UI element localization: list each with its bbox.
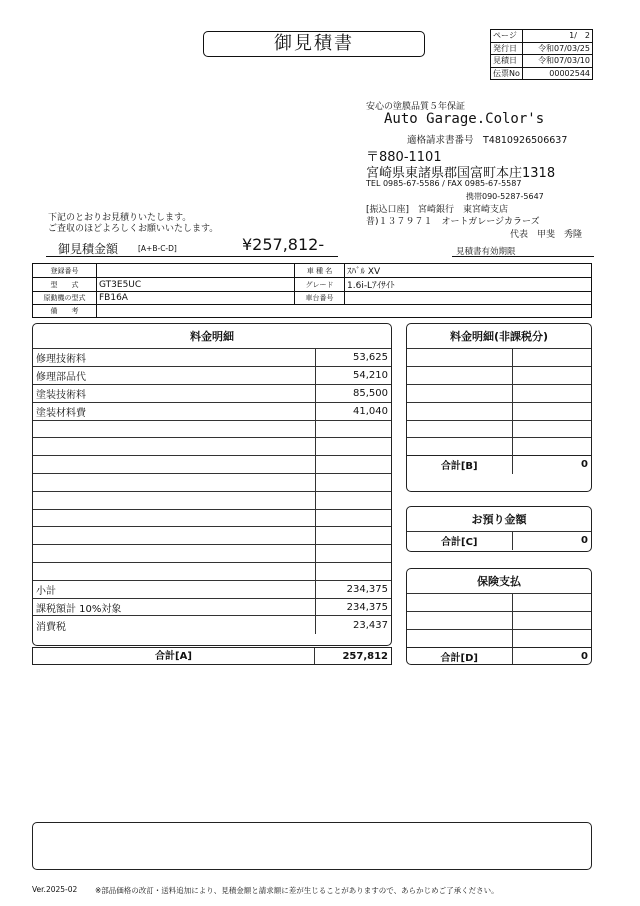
deposit-table — [407, 532, 591, 550]
meta-value: 00002544 — [522, 67, 592, 80]
version-label: Ver.2025-02 — [32, 885, 78, 894]
table-row — [33, 420, 391, 438]
table-row — [33, 385, 391, 403]
validity-label: 見積書有効期限 — [456, 247, 516, 257]
item-amount: 85,500 — [315, 385, 391, 403]
taxable-row — [33, 598, 391, 616]
estimate-total-formula: [A+B-C-D] — [138, 244, 177, 253]
estimate-total-row — [46, 233, 338, 257]
meta-value: 令和07/03/10 — [522, 55, 592, 68]
table-row — [407, 349, 591, 367]
insurance-panel — [406, 568, 592, 665]
table-row — [33, 474, 391, 492]
nontax-header: 料金明細(非課税分) — [407, 324, 591, 349]
charges-header: 料金明細 — [33, 324, 391, 349]
taxable-value: 234,375 — [315, 598, 391, 616]
company-slogan: 安心の塗膜品質５年保証 — [366, 102, 466, 112]
grade-label: グレード — [295, 278, 345, 292]
table-row — [33, 509, 391, 527]
deposit-total-row — [407, 532, 591, 550]
footer-note: ※部品価格の改訂・送料追加により、見積金額と請求額に差が生じることがありますので、あらかじめご了承ください。 — [95, 886, 499, 895]
meta-value: 1/ 2 — [522, 30, 592, 43]
chassis-value — [345, 292, 592, 305]
taxable-label: 課税額計 10%対象 — [33, 598, 315, 616]
total-d-label: 合計[D] — [407, 647, 512, 665]
table-row — [33, 491, 391, 509]
meta-label: 発行日 — [491, 42, 523, 55]
subtotal-value: 234,375 — [315, 580, 391, 598]
validity-field — [452, 243, 594, 257]
item-amount: 53,625 — [315, 349, 391, 367]
charges-panel — [32, 323, 392, 646]
subtotal-label: 小計 — [33, 580, 315, 598]
table-row — [407, 612, 591, 630]
intro-text: ご査収のほどよろしくお願いいたします。 — [48, 224, 219, 234]
intro-text: 下記のとおりお見積りいたします。 — [48, 213, 192, 223]
engine-label: 原動機の型式 — [33, 292, 97, 305]
model-value: GT3E5UC — [97, 278, 295, 292]
vehicle-info-table — [32, 263, 592, 318]
total-a-row — [32, 647, 392, 665]
table-row — [33, 367, 391, 385]
bank-account-holder: 普)１３７９７１ オートガレージカラーズ — [366, 217, 540, 227]
meta-label: 見積日 — [491, 55, 523, 68]
table-row — [33, 438, 391, 456]
table-row — [407, 367, 591, 385]
representative: 代表 甲斐 秀隆 — [510, 230, 583, 240]
tax-row — [33, 616, 391, 634]
insurance-table — [407, 594, 591, 665]
car-label: 車 種 名 — [295, 264, 345, 278]
bank-account: [振込口座] 宮崎銀行 東宮崎支店 — [366, 205, 509, 215]
tel-fax: TEL 0985-67-5586 / FAX 0985-67-5587 — [366, 179, 522, 188]
model-label: 型 式 — [33, 278, 97, 292]
table-row — [33, 545, 391, 563]
item-name: 修理部品代 — [33, 367, 315, 385]
nontax-table — [407, 349, 591, 474]
nontax-panel — [406, 323, 592, 492]
meta-label: ページ — [491, 30, 523, 43]
estimate-total-label: 御見積金額 — [58, 242, 119, 256]
chassis-label: 車台番号 — [295, 292, 345, 305]
total-a-label: 合計[A] — [33, 648, 315, 664]
meta-label: 伝票No — [491, 67, 523, 80]
item-name: 塗装技術料 — [33, 385, 315, 403]
insurance-header: 保険支払 — [407, 569, 591, 594]
total-c-value: 0 — [512, 532, 591, 550]
table-row — [407, 385, 591, 403]
total-d-value: 0 — [512, 647, 591, 665]
table-row — [33, 527, 391, 545]
table-row — [33, 402, 391, 420]
item-amount: 41,040 — [315, 402, 391, 420]
company-name: Auto Garage.Color's — [384, 111, 545, 127]
grade-value: 1.6i-Lｱｲｻｲﾄ — [345, 278, 592, 292]
total-a-value: 257,812 — [342, 651, 388, 662]
nontax-total-row — [407, 456, 591, 474]
table-row — [407, 438, 591, 456]
insurance-total-row — [407, 647, 591, 665]
note-value — [97, 305, 592, 318]
remarks-box — [32, 822, 592, 870]
table-row — [33, 456, 391, 474]
reg-value — [97, 264, 295, 278]
table-row — [407, 402, 591, 420]
item-amount: 54,210 — [315, 367, 391, 385]
meta-table — [490, 29, 593, 80]
table-row — [33, 563, 391, 581]
table-row — [407, 594, 591, 612]
note-label: 備 考 — [33, 305, 97, 318]
charges-table — [33, 349, 391, 634]
tax-value: 23,437 — [315, 616, 391, 634]
item-name: 塗装材料費 — [33, 402, 315, 420]
invoice-registration: 適格請求書番号 T4810926506637 — [407, 135, 568, 146]
estimate-total-value: ¥257,812- — [242, 235, 325, 254]
document-title: 御見積書 — [203, 31, 425, 57]
tax-label: 消費税 — [33, 616, 315, 634]
car-value: ｽﾊﾞﾙ XV — [345, 264, 592, 278]
deposit-panel — [406, 506, 592, 552]
meta-value: 令和07/03/25 — [522, 42, 592, 55]
table-row — [33, 349, 391, 367]
company-address: 宮崎県東諸県郡国富町本庄1318 — [366, 166, 556, 181]
postal-code: 〒880-1101 — [366, 150, 442, 165]
item-name: 修理技術料 — [36, 354, 86, 366]
table-row — [407, 420, 591, 438]
reg-label: 登録番号 — [33, 264, 97, 278]
total-b-value: 0 — [512, 456, 591, 474]
deposit-header: お預り金額 — [407, 507, 591, 532]
total-c-label: 合計[C] — [441, 537, 478, 549]
mobile-number: 携帯090-5287-5647 — [466, 192, 544, 201]
table-row — [407, 630, 591, 648]
engine-value: FB16A — [97, 292, 295, 305]
total-b-label: 合計[B] — [407, 456, 512, 474]
subtotal-row — [33, 580, 391, 598]
